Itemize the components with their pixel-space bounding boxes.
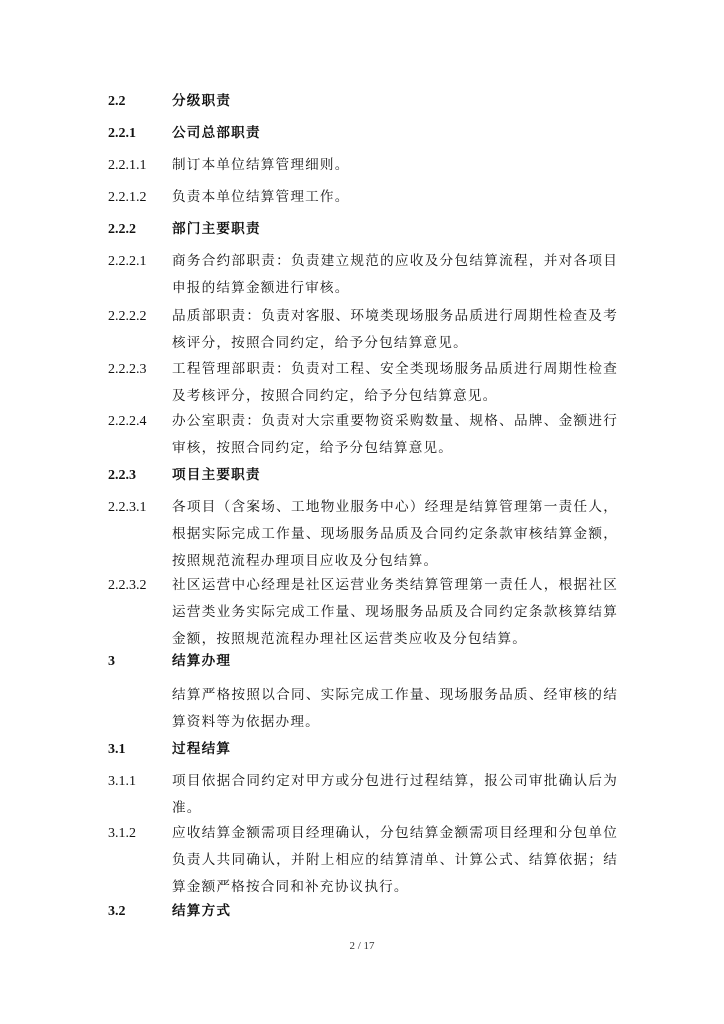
section-paragraph: 社区运营中心经理是社区运营业务类结算管理第一责任人，根据社区运营类业务实际完成工作量、现场服务品质及合同约定条款核算结算金额，按照规范流程办理社区运营类应收及分包结算。	[172, 577, 618, 647]
section-number: 2.2.2	[108, 222, 136, 237]
section-number: 2.2.2.4	[108, 414, 147, 429]
section-number: 3.2	[108, 904, 126, 919]
section-paragraph: 制订本单位结算管理细则。	[172, 157, 350, 173]
section-heading: 结算方式	[172, 903, 232, 919]
section-paragraph: 商务合约部职责：负责建立规范的应收及分包结算流程，并对各项目申报的结算金额进行审核。	[172, 253, 618, 296]
section-heading: 结算办理	[172, 653, 232, 669]
section-number: 2.2.2.2	[108, 309, 147, 324]
section-paragraph: 品质部职责：负责对客服、环境类现场服务品质进行周期性检查及考核评分，按照合同约定，给予分包结算意见。	[172, 308, 618, 351]
section-paragraph: 负责本单位结算管理工作。	[172, 189, 350, 205]
section-number: 3.1.1	[108, 774, 136, 789]
section-paragraph: 办公室职责：负责对大宗重要物资采购数量、规格、品牌、金额进行审核，按照合同约定，给予分包结算意见。	[172, 413, 618, 456]
section-number: 2.2.3.1	[108, 500, 147, 515]
section-paragraph: 应收结算金额需项目经理确认，分包结算金额需项目经理和分包单位负责人共同确认，并附上相应的结算清单、计算公式、结算依据；结算金额严格按合同和补充协议执行。	[172, 825, 618, 895]
section-number: 2.2.3	[108, 468, 136, 483]
section-paragraph: 各项目（含案场、工地物业服务中心）经理是结算管理第一责任人，根据实际完成工作量、现场服务品质及合同约定条款审核结算金额，按照规范流程办理项目应收及分包结算。	[172, 499, 618, 569]
section-number: 3.1	[108, 742, 126, 757]
page-number: 2 / 17	[349, 940, 375, 952]
section-paragraph: 项目依据合同约定对甲方或分包进行过程结算，报公司审批确认后为准。	[172, 773, 618, 816]
section-heading: 分级职责	[172, 93, 232, 109]
section-number: 2.2.1	[108, 126, 136, 141]
section-number: 2.2.2.3	[108, 362, 147, 377]
section-heading: 公司总部职责	[172, 125, 261, 141]
section-number: 3	[108, 654, 115, 669]
section-number: 2.2	[108, 94, 126, 109]
section-paragraph: 结算严格按照以合同、实际完成工作量、现场服务品质、经审核的结算资料等为依据办理。	[172, 687, 618, 730]
section-number: 2.2.2.1	[108, 254, 147, 269]
section-heading: 项目主要职责	[172, 467, 261, 483]
section-paragraph: 工程管理部职责：负责对工程、安全类现场服务品质进行周期性检查及考核评分，按照合同约定，给予分包结算意见。	[172, 361, 618, 404]
section-number: 3.1.2	[108, 826, 136, 841]
section-number: 2.2.1.1	[108, 158, 147, 173]
section-heading: 部门主要职责	[172, 221, 261, 237]
section-heading: 过程结算	[172, 741, 232, 757]
section-number: 2.2.1.2	[108, 190, 147, 205]
section-number: 2.2.3.2	[108, 578, 147, 593]
